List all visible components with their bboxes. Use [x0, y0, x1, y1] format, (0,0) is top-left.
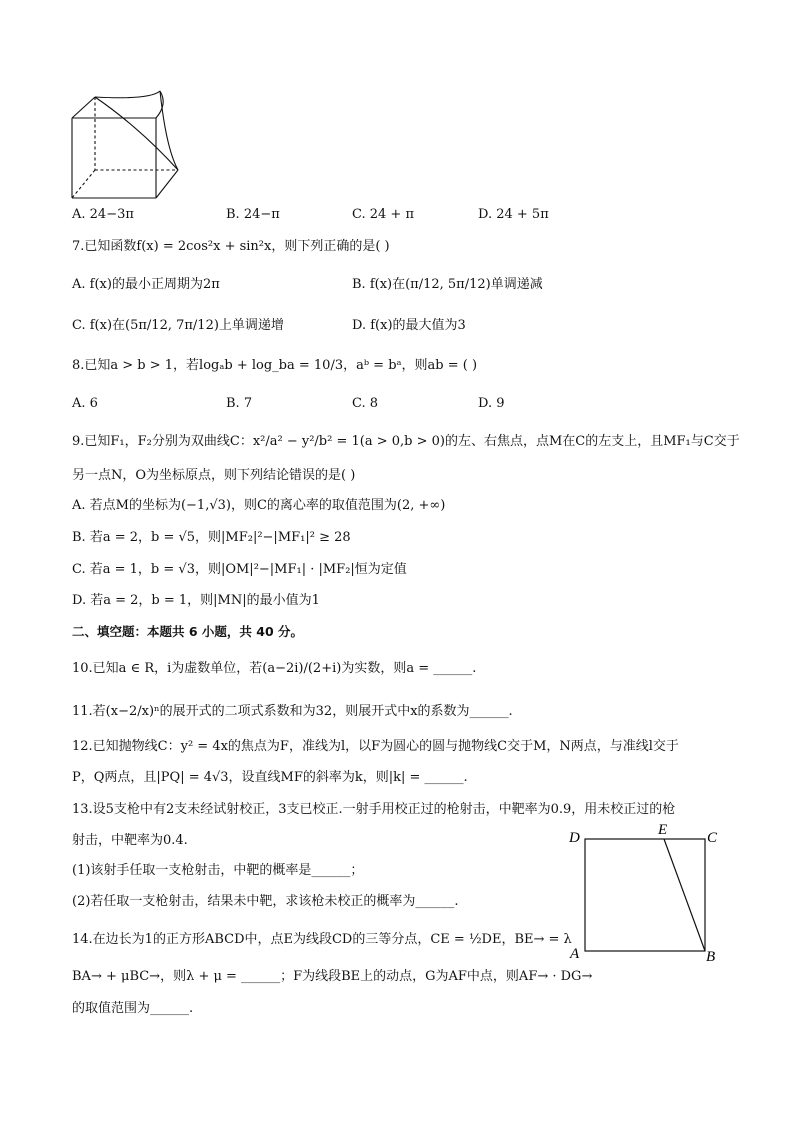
q8-option-d[interactable]: D. 9: [478, 396, 505, 411]
q8-option-c[interactable]: C. 8: [352, 396, 379, 411]
q8-option-a[interactable]: A. 6: [72, 396, 98, 411]
q13-line2: 射击，中靶率为0.4.: [72, 833, 188, 848]
q13-part1: (1)该射手任取一支枪射击，中靶的概率是______；: [72, 863, 364, 878]
q9-option-c[interactable]: C. 若a = 1，b = √3，则|OM|²−|MF₁| · |MF₂|恒为定值: [72, 562, 407, 577]
q7-option-d[interactable]: D. f(x)的最大值为3: [352, 318, 466, 333]
q6-option-a[interactable]: A. 24−3π: [72, 207, 134, 222]
label-c: C: [707, 830, 718, 846]
q14-line2: BA→ + μBC→，则λ + μ = ______；F为线段BE上的动点，G为AF中点，则AF→ · DG→: [72, 969, 593, 984]
q13-line1: 13.设5支枪中有2支未经试射校正，3支已校正.一射手用校正过的枪射击，中靶率为0.9，用未校正过的枪: [72, 802, 676, 817]
q14-line3: 的取值范围为______.: [72, 1001, 194, 1016]
label-d: D: [569, 830, 580, 846]
q9-option-b[interactable]: B. 若a = 2，b = √5，则|MF₂|²−|MF₁|² ≥ 28: [72, 530, 351, 545]
q14-line1: 14.在边长为1的正方形ABCD中，点E为线段CD的三等分点，CE = ½DE，BE→ = λ: [72, 932, 572, 947]
q12-line1: 12.已知抛物线C：y² = 4x的焦点为F，准线为l，以F为圆心的圆与抛物线C交于M，N两点，与准线l交于: [72, 739, 679, 754]
q8-stem: 8.已知a > b > 1，若logₐb + log_ba = 10/3，aᵇ = bᵃ，则ab = ( ): [72, 358, 478, 373]
q9-option-d[interactable]: D. 若a = 2，b = 1，则|MN|的最小值为1: [72, 593, 320, 608]
q13-part2: (2)若任取一支枪射击，结果未中靶，求该枪未校正的概率为______.: [72, 894, 459, 909]
label-b: B: [706, 949, 716, 965]
q8-option-b[interactable]: B. 7: [226, 396, 253, 411]
q9-stem-line1: 9.已知F₁，F₂分别为双曲线C：x²/a² − y²/b² = 1(a > 0,b > 0)的左、右焦点，点M在C的左支上，且MF₁与C交于: [72, 434, 740, 449]
q11-text: 11.若(x−2/x)ⁿ的展开式的二项式系数和为32，则展开式中x的系数为______.: [72, 704, 513, 719]
q9-stem-line2: 另一点N，O为坐标原点，则下列结论错误的是( ): [72, 468, 356, 483]
q7-option-b[interactable]: B. f(x)在(π/12, 5π/12)单调递减: [352, 277, 543, 292]
q7-option-c[interactable]: C. f(x)在(5π/12, 7π/12)上单调递增: [72, 318, 284, 333]
q7-option-a[interactable]: A. f(x)的最小正周期为2π: [72, 277, 220, 292]
cube-figure: [60, 88, 190, 203]
q6-option-d[interactable]: D. 24 + 5π: [478, 207, 549, 222]
label-e: E: [658, 822, 668, 838]
label-a: A: [570, 946, 580, 962]
q10-text: 10.已知a ∈ R，i为虚数单位，若(a−2i)/(2+i)为实数，则a = ______.: [72, 661, 477, 676]
q9-option-a[interactable]: A. 若点M的坐标为(−1,√3)，则C的离心率的取值范围为(2, +∞): [72, 498, 446, 513]
q12-line2: P，Q两点，且|PQ| = 4√3，设直线MF的斜率为k，则|k| = ______.: [72, 770, 468, 785]
q6-option-c[interactable]: C. 24 + π: [352, 207, 414, 222]
section-heading-fill-in: 二、填空题：本题共 6 小题，共 40 分。: [72, 624, 304, 639]
q6-option-b[interactable]: B. 24−π: [226, 207, 280, 222]
square-figure: [566, 820, 726, 965]
q7-stem: 7.已知函数f(x) = 2cos²x + sin²x，则下列正确的是( ): [72, 239, 390, 254]
